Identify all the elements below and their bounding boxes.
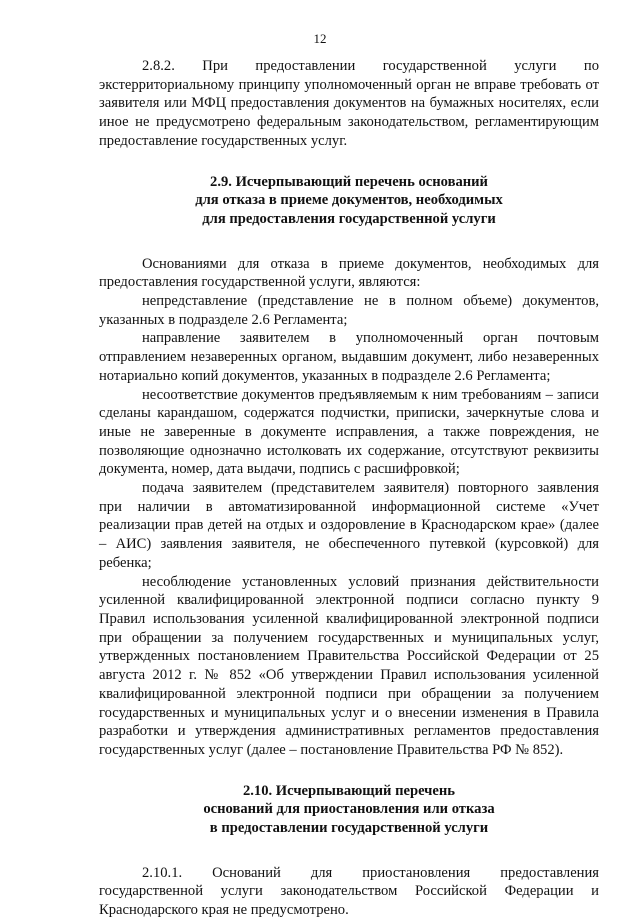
heading-line: для предоставления государственной услуги — [202, 210, 496, 227]
heading-line: для отказа в приеме документов, необходимых — [195, 192, 503, 209]
section-heading-2-9 — [99, 173, 599, 229]
heading-line: в предоставлении государственной услуги — [209, 820, 489, 837]
list-item: непредставление (представление не в полном объеме) документов, указанных в подразделе 2.6 Регламента; — [99, 293, 599, 328]
section-2-9-intro: Основаниями для отказа в приеме документов, необходимых для предоставления государственной услуги, являются: — [99, 255, 599, 291]
heading-line: 2.9. Исчерпывающий перечень оснований — [210, 173, 488, 190]
list-item: подача заявителем (представителем заявителя) повторного заявления при наличии в автоматизированной информационной системе «Учет реализации прав детей на отдых и оздоровление в Краснодарском крае» (далее – АИС) заявления заявителя, не обеспеченного путевкой (курсовкой) для ребенка; — [99, 480, 599, 571]
heading-line: 2.10. Исчерпывающий перечень — [242, 782, 456, 799]
paragraph-2-8-2: 2.8.2. При предоставлении государственной услуги по экстерриториальному принципу уполномоченный орган не вправе требовать от заявителя или МФЦ предоставления документов на бумажных носителях, если иное не предусмотрено федеральным законодательством, регламентирующим предоставление государственных услуг. — [99, 58, 599, 149]
section-heading-2-10 — [99, 782, 599, 838]
page-number: 12 — [313, 31, 327, 46]
list-item: несоответствие документов предъявляемым к ним требованиям – записи сделаны карандашом, содержатся подчистки, приписки, зачеркнутые слова и иные не заверенные в документе исправления, а также повреждения, не позволяющие однозначно истолковать их содержание, отсутствуют реквизиты документа, номер, дата выдачи, подпись с расшифровкой; — [99, 386, 599, 478]
list-item: несоблюдение установленных условий признания действительности усиленной квалифицированной электронной подписи согласно пункту 9 Правил использования усиленной квалифицированной электронной подписи при обращении за получением государственных и муниципальных услуг, утвержденных постановлением Правительства Российской Федерации от 25 августа 2012 г. № 852 «Об утверждении Правил использования усиленной квалифицированной электронной подписи при обращении за получением государственных и муниципальных услуг и о внесении изменения в Правила разработки и утверждения административных регламентов предоставления государственных услуг (далее – постановление Правительства РФ № 852). — [99, 573, 599, 758]
paragraph-2-10-1: 2.10.1. Оснований для приостановления предоставления государственной услуги законодательством Российской Федерации и Краснодарского края не предусмотрено. — [99, 864, 599, 919]
list-item: направление заявителем в уполномоченный орган почтовым отправлением незаверенных органом, выдавшим документ, либо незаверенных нотариально копий документов, указанных в подразделе 2.6 Регламента; — [99, 330, 599, 384]
heading-line: оснований для приостановления или отказа — [203, 801, 495, 818]
page-content — [99, 57, 599, 920]
